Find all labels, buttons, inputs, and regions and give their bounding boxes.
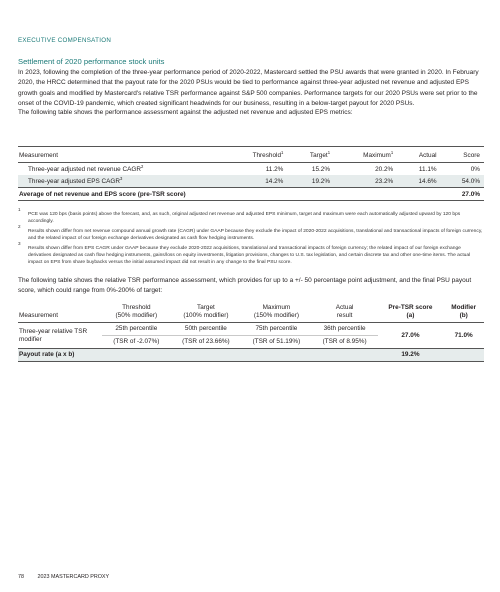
footnote-text: Results shown differ from net revenue compound annual growth rate (CAGR) under GAAP because they exclude the impact of 2020-2022 acquisitions, translational and transactional impacts of foreign currency, and the related impact of our foreign exchange derivatives designated as cash flow hedging instruments. (28, 229, 483, 242)
total-label: Average of net revenue and EPS score (pre-TSR score) (18, 188, 441, 201)
table-row (18, 175, 484, 188)
table-cell: (TSR of 23.66%) (171, 336, 242, 349)
table-cell: 14.2% (223, 175, 287, 188)
column-header: Measurement (18, 147, 223, 163)
table-cell: 75th percentile (255, 325, 298, 332)
pre-tsr-score: 27.0% (401, 331, 420, 339)
table-cell: (TSR of -2.07%) (102, 336, 171, 349)
table1-intro-paragraph: The following table shows the performance assessment against the adjusted net revenue and adjusted EPS metrics: (18, 109, 353, 116)
table-cell: 19.2% (287, 175, 334, 188)
column-header: Maximum$^1$ (334, 147, 397, 163)
table-header-row (18, 302, 484, 323)
page-footer (18, 574, 109, 580)
table-cell: 36th percentile (323, 325, 366, 332)
table-cell: 25th percentile (115, 325, 158, 332)
performance-assessment-table (18, 146, 484, 201)
column-header: Modifier (b) (443, 302, 484, 323)
table-cell: 20.2% (375, 165, 394, 173)
table-total-row (18, 349, 484, 362)
column-header: Actual (397, 147, 440, 163)
table2-intro-paragraph: The following table shows the relative TSR performance assessment, which provides for up to a +/- 50 percentage point adjustment, and the final PSU payout score, which could range from 0%-200% of target: (18, 277, 472, 295)
modifier-value: 71.0% (454, 331, 473, 339)
footer-title: 2023 MASTERCARD PROXY (37, 574, 110, 580)
tsr-assessment-table (18, 302, 484, 362)
section-subheading: Settlement of 2020 performance stock units (18, 57, 165, 66)
table-cell: 11.1% (418, 165, 437, 173)
table-cell: 50th percentile (184, 325, 227, 332)
footnote-3: 3 Results shown differ from EPS CAGR under GAAP because they exclude 2020-2022 acquisitions, translational and transactional impacts of foreign currency; the related impact of our foreign exchange derivatives designated as cash flow hedging instruments, gains/loss on equity investments, litigation provisions, changes to U.S. tax legislation, and certain discrete tax and other one-time items. The actual impact on EPS from share buybacks versus the initial assumed impact did not result in any change to the final PSU score. (18, 245, 484, 267)
column-header: Actual result (312, 302, 378, 323)
column-header: Pre-TSR score (a) (378, 302, 444, 323)
table-row (18, 163, 484, 176)
table-cell: 0% (470, 165, 480, 173)
table-row (18, 323, 484, 336)
row-label: Three-year relative TSR modifier (19, 327, 88, 343)
footnote-text: Results shown differ from EPS CAGR under GAAP because they exclude 2020-2022 acquisitions, translational and transactional impacts of foreign currency; the related impact of our foreign exchange derivatives designated as cash flow hedging instruments, gains/loss on equity investments, litigation provisions, changes to U.S. tax legislation, and certain discrete tax and other one-time items. The actual impact on EPS from share buybacks versus the initial assumed impact did not result in any change to the final PSU score. (28, 246, 471, 266)
table-cell: 14.6% (397, 175, 440, 188)
table-cell: (TSR of 8.95%) (312, 336, 378, 349)
footnote-2: 2 Results shown differ from net revenue compound annual growth rate (CAGR) under GAAP because they exclude the impact of 2020-2022 acquisitions, translational and transactional impacts of foreign currency, and the related impact of our foreign exchange derivatives designated as cash flow hedging instruments. (18, 224, 483, 242)
intro-paragraph: In 2023, following the completion of the three-year performance period of 2020-2022, Mastercard settled the PSU awards that were granted in 2020. In February 2020, the HRCC determined that the payout rate for the 2020 PSUs would be tied to performance against three-year adjusted net revenue and adjusted EPS growth goals and modified by Mastercard's relative TSR performance against S&P 500 companies. Performance targets for our 2020 PSUs were set prior to the onset of the COVID-19 pandemic, which created significant headwinds for our business, resulting in a below-target payout for 2020 PSUs. (18, 69, 479, 107)
total-empty-cell (443, 349, 484, 362)
column-header: Threshold (50% modifier) (102, 302, 171, 323)
table-cell: 23.2% (334, 175, 397, 188)
table-cell: (TSR of 51.19%) (241, 336, 312, 349)
total-label: Payout rate (a x b) (18, 349, 378, 362)
column-header: Target (100% modifier) (171, 302, 242, 323)
total-value: 19.2% (378, 349, 444, 362)
table-header-row (18, 147, 484, 163)
column-header: Measurement (18, 302, 102, 323)
row-label: Three-year adjusted EPS CAGR$^3$ (18, 175, 223, 188)
footnote-1: 1 PCE was 120 bps (basis points) above the forecast, and, as such, original adjusted net revenue and adjusted EPS minimum, target and maximum were each automatically adjusted upward by 120 bps accordingly. (18, 211, 484, 225)
footnote-text: PCE was 120 bps (basis points) above the forecast, and, as such, original adjusted net revenue and adjusted EPS minimum, target and maximum were each automatically adjusted upward by 120 bps accordingly. (28, 212, 461, 225)
table-cell: 54.0% (441, 175, 484, 188)
row-label: Three-year adjusted net revenue CAGR$^2$ (28, 163, 144, 173)
section-label: EXECUTIVE COMPENSATION (18, 37, 112, 44)
total-value: 27.0% (441, 188, 484, 201)
column-header: Maximum (150% modifier) (241, 302, 312, 323)
table-total-row (18, 188, 484, 201)
table-cell: 11.2% (265, 165, 284, 173)
table-cell: 15.2% (311, 165, 331, 173)
column-header: Target$^1$ (287, 147, 334, 163)
page-number: 78 (18, 574, 24, 580)
column-header: Threshold$^1$ (223, 147, 287, 163)
column-header: Score (441, 147, 484, 163)
